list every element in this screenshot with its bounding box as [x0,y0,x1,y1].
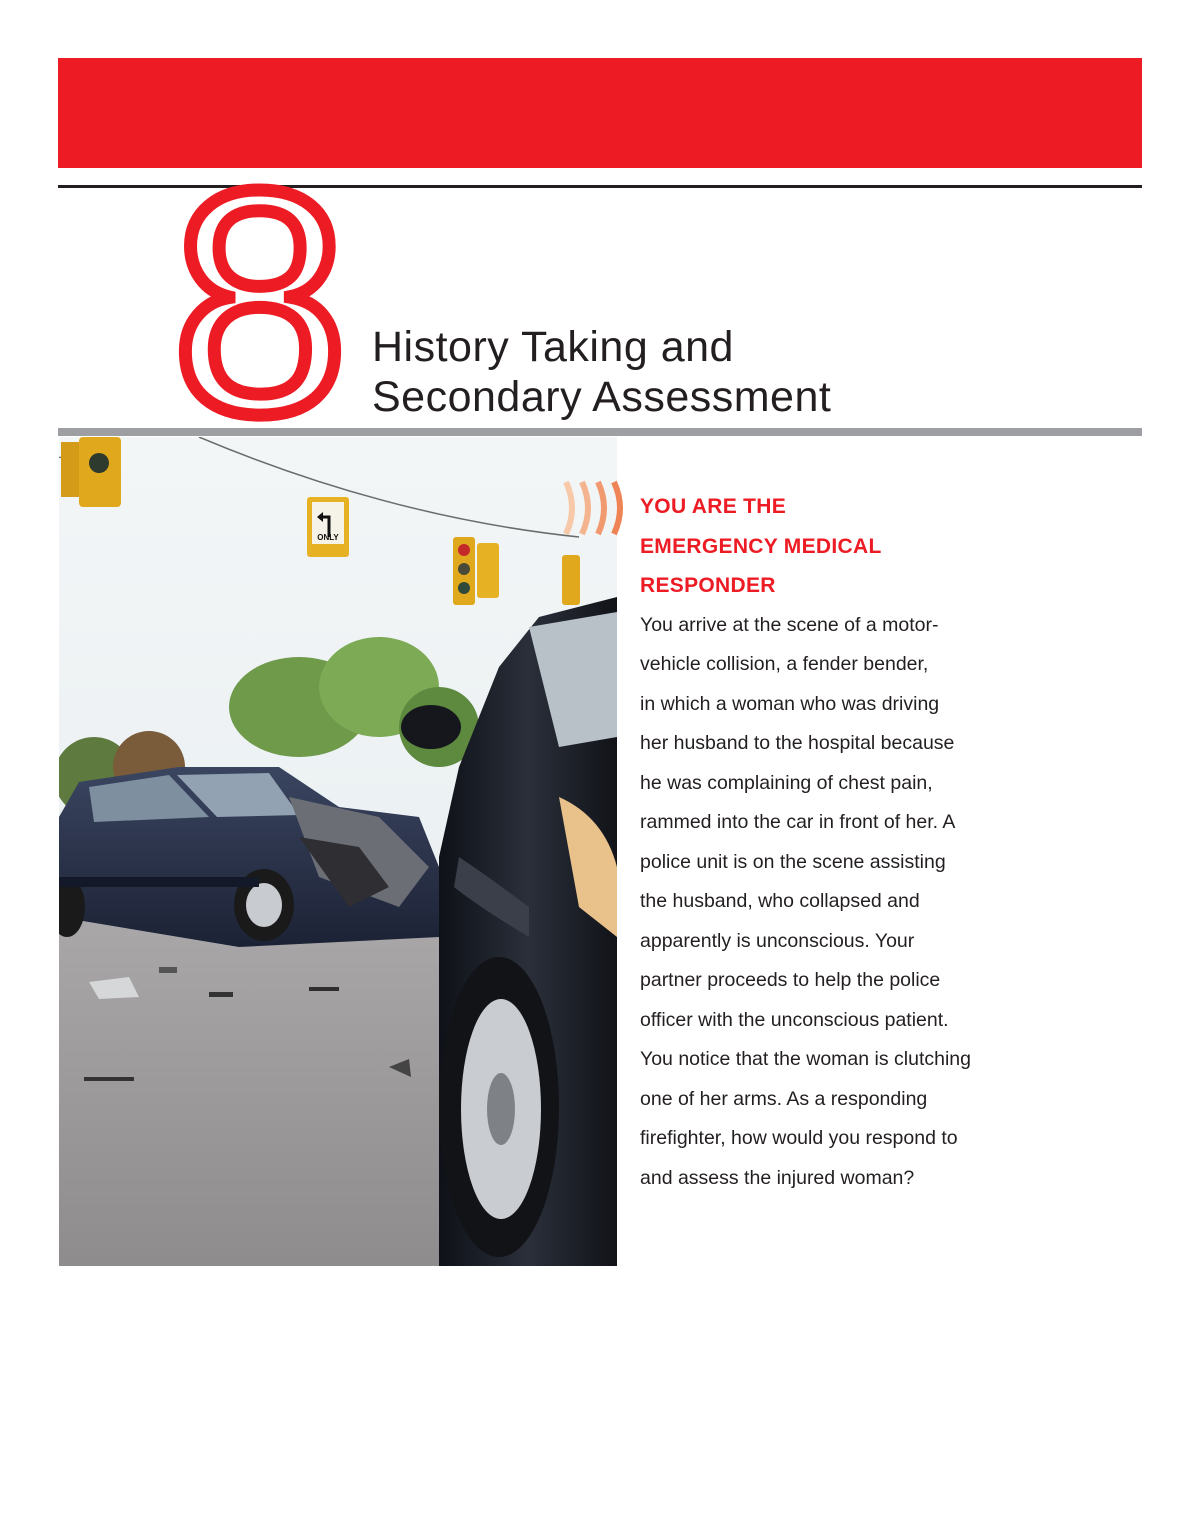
scenario-body-line: one of her arms. As a responding [640,1087,928,1110]
scenario-body-line: firefighter, how would you respond to [640,1127,958,1149]
scenario-body-line: the husband, who collapsed and [640,890,920,912]
car-collision-photo [59,437,617,1266]
car-collision-image [59,437,617,1266]
scenario-heading [640,487,1060,606]
scenario-heading-line: RESPONDER [640,574,776,597]
sound-waves-icon [560,478,640,538]
scenario-body-line: You notice that the woman is clutching [640,1048,971,1070]
only-sign-text: ONLY [317,533,339,542]
chapter-title-line-1: History Taking and [372,323,734,371]
scenario-body-line: vehicle collision, a fender bender, [640,653,929,675]
scenario-body [640,606,1060,1199]
scenario-body-line: he was complaining of chest pain, [640,771,933,794]
scenario-body-line: her husband to the hospital because [640,732,955,754]
scenario-body-line: partner proceeds to help the police [640,969,941,991]
traffic-light-left [61,437,121,507]
chapter-number-graphic [170,172,350,422]
scenario-body-line: in which a woman who was driving [640,692,940,715]
scenario-heading-line: YOU ARE THE [640,495,787,518]
scenario-body-line: apparently is unconscious. Your [640,929,915,952]
chapter-title-line-2: Secondary Assessment [372,373,832,421]
chapter-title [372,322,831,422]
title-divider [58,428,1142,436]
chapter-number: 8 [171,172,349,422]
chapter-banner [58,58,1142,168]
scenario-body-line: officer with the unconscious patient. [640,1008,949,1031]
turn-only-sign [307,497,349,557]
scenario-body-line: police unit is on the scene assisting [640,850,946,873]
scenario-body-line: You arrive at the scene of a motor- [640,613,939,636]
scenario-body-line: and assess the injured woman? [640,1166,915,1189]
scenario-body-line: rammed into the car in front of her. A [640,811,956,833]
scenario-heading-line: EMERGENCY MEDICAL [640,534,882,558]
scenario-sidebar [640,487,1060,1198]
